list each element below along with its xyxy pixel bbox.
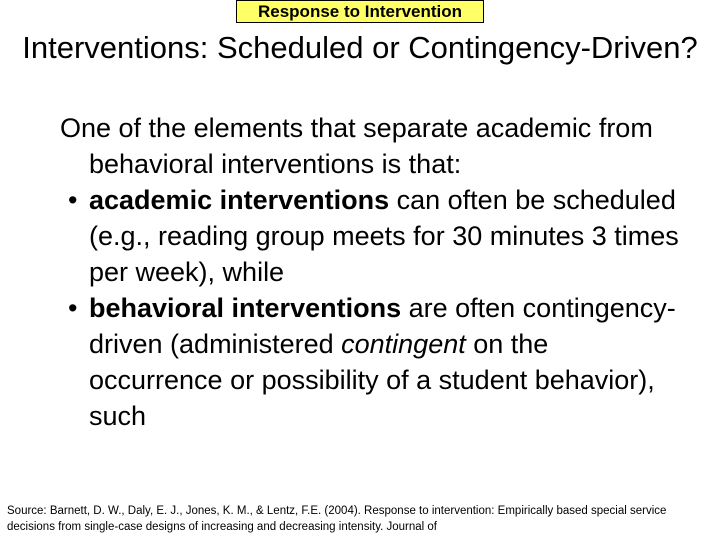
bullet-italic-behavioral: contingent: [341, 329, 466, 359]
intro-paragraph: One of the elements that separate academic from behavioral interventions is that:: [60, 113, 653, 179]
bullet-bold-behavioral: behavioral interventions: [89, 293, 402, 323]
bullet-bold-academic: academic interventions: [89, 185, 390, 215]
bullet-item-academic: [60, 182, 680, 290]
header-banner: [236, 0, 484, 23]
bullet-dot-icon: •: [68, 293, 78, 323]
bullet-item-behavioral: [60, 290, 680, 434]
bullet-body-behavioral-before: are often contingency-driven (administered: [89, 293, 676, 359]
slide-body: [60, 110, 680, 498]
source-citation: Source: Barnett, D. W., Daly, E. J., Jones, K. M., & Lentz, F.E. (2004). Response to intervention: Empirically based special service decisions from single-case designs of increasing and decreasing intensity. Journal of: [7, 505, 667, 533]
bullet-text-behavioral: [89, 290, 680, 434]
bullet-body-behavioral-after: on the occurrence or possibility of a student behavior), such: [89, 329, 655, 431]
bullet-dot-icon: •: [68, 185, 78, 215]
bullet-body-academic: can often be scheduled (e.g., reading group meets for 30 minutes 3 times per week), while: [89, 185, 679, 287]
bullet-text-academic: [89, 182, 680, 290]
slide-title: Interventions: Scheduled or Contingency-Driven?: [22, 30, 698, 65]
header-banner-text: Response to Intervention: [257, 2, 463, 21]
bullet-list: [60, 182, 680, 434]
